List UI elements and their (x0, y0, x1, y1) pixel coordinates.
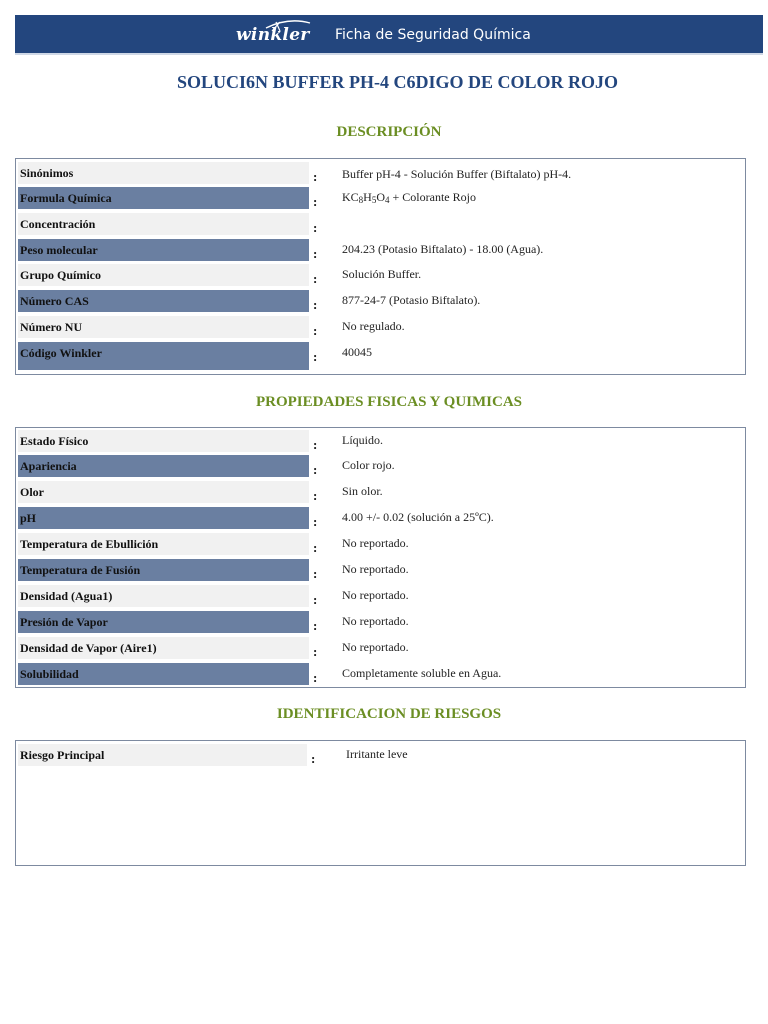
row-colon: : (313, 271, 318, 286)
row-colon: : (313, 488, 318, 503)
row-colon: : (313, 349, 318, 364)
table-row (18, 213, 743, 235)
row-colon: : (313, 566, 318, 581)
riesgos-table (15, 740, 746, 866)
row-label: Solubilidad (18, 663, 309, 685)
row-value: Completamente soluble en Agua. (342, 666, 502, 680)
table-row (18, 162, 743, 184)
table-row (18, 290, 743, 312)
row-label: Número NU (18, 316, 309, 338)
row-label: pH (18, 507, 309, 529)
row-colon: : (313, 644, 318, 659)
table-row (18, 507, 743, 529)
logo-text: winkler (236, 25, 310, 45)
formula-part: + Colorante Rojo (389, 190, 476, 204)
row-colon: : (313, 540, 318, 555)
row-colon: : (313, 297, 318, 312)
table-row (18, 430, 743, 452)
row-value: 204.23 (Potasio Biftalato) - 18.00 (Agua). (342, 242, 544, 256)
row-colon: : (313, 437, 318, 452)
table-row (18, 316, 743, 338)
table-row (18, 611, 743, 633)
row-label: Estado Físico (18, 430, 309, 452)
row-value: No reportado. (342, 562, 409, 576)
section-heading-descripcion: DESCRIPCIÓN (336, 124, 442, 140)
row-value: No reportado. (342, 614, 409, 628)
row-value: No reportado. (342, 536, 409, 550)
row-label: Apariencia (18, 455, 309, 477)
row-value: No reportado. (342, 640, 409, 654)
row-colon: : (313, 246, 318, 261)
formula-subscript: 8 (358, 195, 364, 205)
row-colon: : (313, 514, 318, 529)
table-row (18, 533, 743, 555)
row-label: Densidad de Vapor (Aire1) (18, 637, 309, 659)
formula-subscript: 4 (385, 195, 390, 205)
row-value: Color rojo. (342, 458, 395, 472)
row-value: Líquido. (342, 433, 383, 447)
table-row (18, 744, 743, 766)
table-row (18, 585, 743, 607)
header-title: Ficha de Seguridad Química (335, 27, 531, 43)
row-colon: : (313, 670, 318, 685)
section-heading-propiedades: PROPIEDADES FISICAS Y QUIMICAS (255, 394, 522, 410)
row-label: Sinónimos (18, 162, 309, 184)
row-value: Buffer pH-4 - Solución Buffer (Biftalato) pH-4. (342, 167, 572, 181)
formula-part: O (376, 190, 386, 204)
row-label: Densidad (Agua1) (18, 585, 309, 607)
section-heading-riesgos: IDENTIFICACION DE RIESGOS (276, 706, 502, 722)
table-row (18, 342, 743, 370)
formula-part: KC (342, 190, 359, 204)
row-colon: : (313, 169, 318, 184)
formula-subscript: 5 (371, 195, 377, 205)
row-colon: : (313, 592, 318, 607)
descripcion-table (15, 158, 746, 375)
row-colon: : (313, 194, 318, 209)
row-value: Irritante leve (346, 747, 408, 761)
row-label: Riesgo Principal (18, 744, 307, 766)
propiedades-table (15, 427, 746, 688)
winkler-logo (236, 19, 312, 49)
formula-part: H (363, 190, 372, 204)
row-value: Sin olor. (342, 484, 383, 498)
row-label: Grupo Químico (18, 264, 309, 286)
row-colon: : (313, 220, 318, 235)
row-value: 877-24-7 (Potasio Biftalato). (342, 293, 481, 307)
row-value: 40045 (342, 345, 372, 359)
header-divider (15, 53, 763, 55)
row-value: No reportado. (342, 588, 409, 602)
table-row (18, 637, 743, 659)
table-row (18, 559, 743, 581)
row-label: Peso molecular (18, 239, 309, 261)
document-title: SOLUCI6N BUFFER PH-4 C6DIGO DE COLOR ROJO (176, 72, 619, 92)
table-row (18, 663, 743, 685)
row-label: Olor (18, 481, 309, 503)
row-colon: : (313, 618, 318, 633)
row-value: 4.00 +/- 0.02 (solución a 25ºC). (342, 510, 494, 524)
row-label: Temperatura de Fusión (18, 559, 309, 581)
table-row (18, 455, 743, 477)
row-colon: : (311, 751, 316, 766)
table-row (18, 481, 743, 503)
formula-value (342, 190, 476, 205)
table-row (18, 187, 743, 209)
row-value: Solución Buffer. (342, 267, 422, 281)
row-label: Código Winkler (18, 342, 309, 370)
row-label: Temperatura de Ebullición (18, 533, 309, 555)
row-colon: : (313, 323, 318, 338)
row-label: Número CAS (18, 290, 309, 312)
row-value: No regulado. (342, 319, 405, 333)
row-label: Formula Química (18, 187, 309, 209)
row-label: Presión de Vapor (18, 611, 309, 633)
table-row (18, 264, 743, 286)
row-label: Concentración (18, 213, 309, 235)
table-row (18, 239, 743, 261)
row-colon: : (313, 462, 318, 477)
